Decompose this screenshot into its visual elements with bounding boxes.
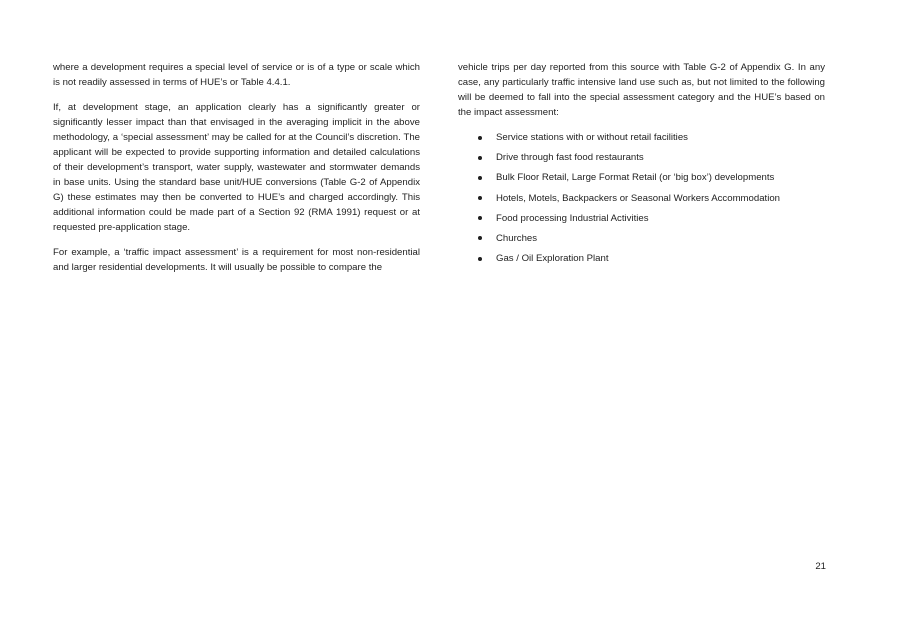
right-column <box>458 60 825 271</box>
bullet-icon <box>478 196 482 200</box>
page-number: 21 <box>815 561 826 572</box>
list-item <box>458 130 825 145</box>
bullet-list <box>458 130 825 266</box>
list-item <box>458 211 825 226</box>
list-item-text: Food processing Industrial Activities <box>496 212 649 224</box>
bullet-icon <box>478 176 482 180</box>
list-item <box>458 231 825 246</box>
paragraph-4: vehicle trips per day reported from this source with Table G-2 of Appendix G. In any case, any particularly traffic intensive land use such as, but not limited to the following will be deemed to fall into the special assessment category and the HUE’s based on the impact assessment: <box>458 62 825 118</box>
list-item-text: Churches <box>496 232 538 244</box>
list-item-text: Bulk Floor Retail, Large Format Retail (or ‘big box’) developments <box>496 172 775 184</box>
paragraph-2: If, at development stage, an application clearly has a significantly greater or significantly lesser impact than that envisaged in the averaging implicit in the above methodology, a ‘special assessment’ may be called for at the Council’s discretion. The applicant will be expected to provide supporting information and detailed calculations of their development’s transport, water supply, wastewater and stormwater demands in base units. Using the standard base unit/HUE conversions (Table G-2 of Appendix G) these estimates may then be converted to HUE’s and charged accordingly. This additional information could be made part of a Section 92 (RMA 1991) request or at requested pre-application stage. <box>53 102 420 233</box>
bullet-icon <box>478 236 482 240</box>
list-item-text: Drive through fast food restaurants <box>496 152 644 164</box>
list-item-text: Hotels, Motels, Backpackers or Seasonal Workers Accommodation <box>496 192 781 204</box>
bullet-icon <box>478 156 482 160</box>
paragraph-1: where a development requires a special level of service or is of a type or scale which is not readily assessed in terms of HUE’s or Table 4.4.1. <box>53 62 420 88</box>
paragraph-3: For example, a ‘traffic impact assessment’ is a requirement for most non-residential and larger residential developments. It will usually be possible to compare the <box>53 247 420 273</box>
list-item <box>458 150 825 165</box>
list-item-text: Service stations with or without retail facilities <box>496 132 688 143</box>
left-column <box>53 60 420 285</box>
list-item <box>458 170 825 185</box>
list-item <box>458 191 825 206</box>
list-item-text: Gas / Oil Exploration Plant <box>496 253 609 265</box>
bullet-icon <box>478 136 482 140</box>
list-item <box>458 251 825 266</box>
bullet-icon <box>478 257 482 261</box>
bullet-icon <box>478 216 482 220</box>
